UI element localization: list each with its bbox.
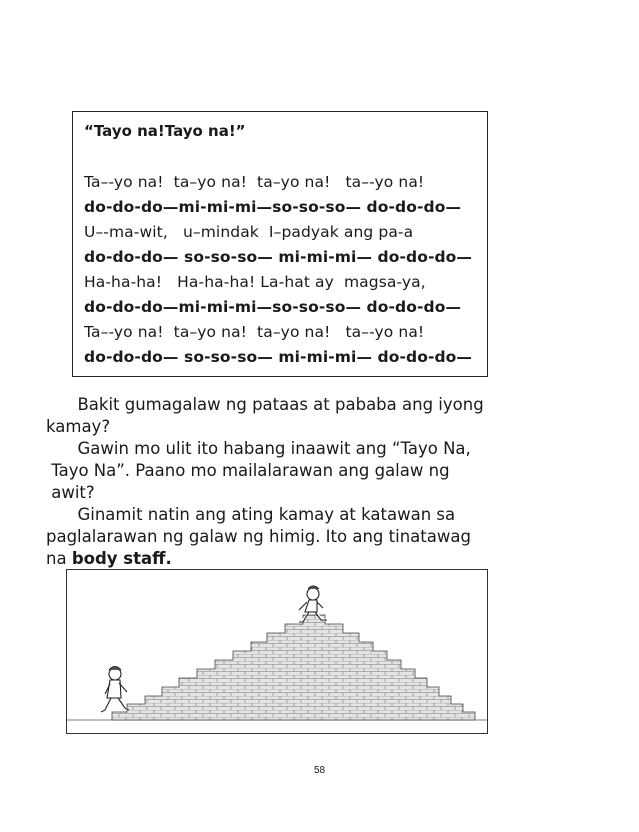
- paragraph-line: kamay?: [46, 417, 111, 436]
- child-bottom-icon: [101, 667, 129, 713]
- song-line: do-do-do— so-so-so— mi-mi-mi— do-do-do—: [84, 348, 473, 366]
- paragraph-line: Bakit gumagalaw ng pataas at pababa ang iyong: [46, 395, 484, 414]
- children-climbing-stairs-icon: [67, 570, 487, 733]
- song-line: Ta–-yo na! ta–yo na! ta–yo na! ta–-yo na!: [84, 173, 425, 191]
- paragraph-text: na: [46, 549, 72, 568]
- page-number: 58: [313, 765, 326, 776]
- paragraph-line: [46, 549, 172, 568]
- paragraph-line: awit?: [46, 483, 95, 502]
- song-line: do-do-do—mi-mi-mi—so-so-so— do-do-do—: [84, 198, 462, 216]
- song-line: U–-ma-wit, u–mindak I–padyak ang pa-a: [84, 223, 414, 241]
- body-staff-term: body staff.: [71, 549, 172, 568]
- song-line: Ha-ha-ha! Ha-ha-ha! La-hat ay magsa-ya,: [84, 273, 426, 291]
- paragraph-line: Gawin mo ulit ito habang inaawit ang “Tayo Na,: [46, 439, 471, 458]
- paragraph-line: paglalarawan ng galaw ng himig. Ito ang tinatawag: [46, 527, 471, 546]
- stairs-illustration: [66, 569, 488, 734]
- song-box: [72, 111, 488, 377]
- song-title: “Tayo na!Tayo na!”: [84, 122, 246, 140]
- song-line: do-do-do—mi-mi-mi—so-so-so— do-do-do—: [84, 298, 462, 316]
- song-line: do-do-do— so-so-so— mi-mi-mi— do-do-do—: [84, 248, 473, 266]
- paragraph-line: Tayo Na”. Paano mo mailalarawan ang galaw ng: [46, 461, 450, 480]
- song-line: Ta–-yo na! ta–yo na! ta–yo na! ta–-yo na!: [84, 323, 425, 341]
- paragraph-line: Ginamit natin ang ating kamay at katawan sa: [46, 505, 456, 524]
